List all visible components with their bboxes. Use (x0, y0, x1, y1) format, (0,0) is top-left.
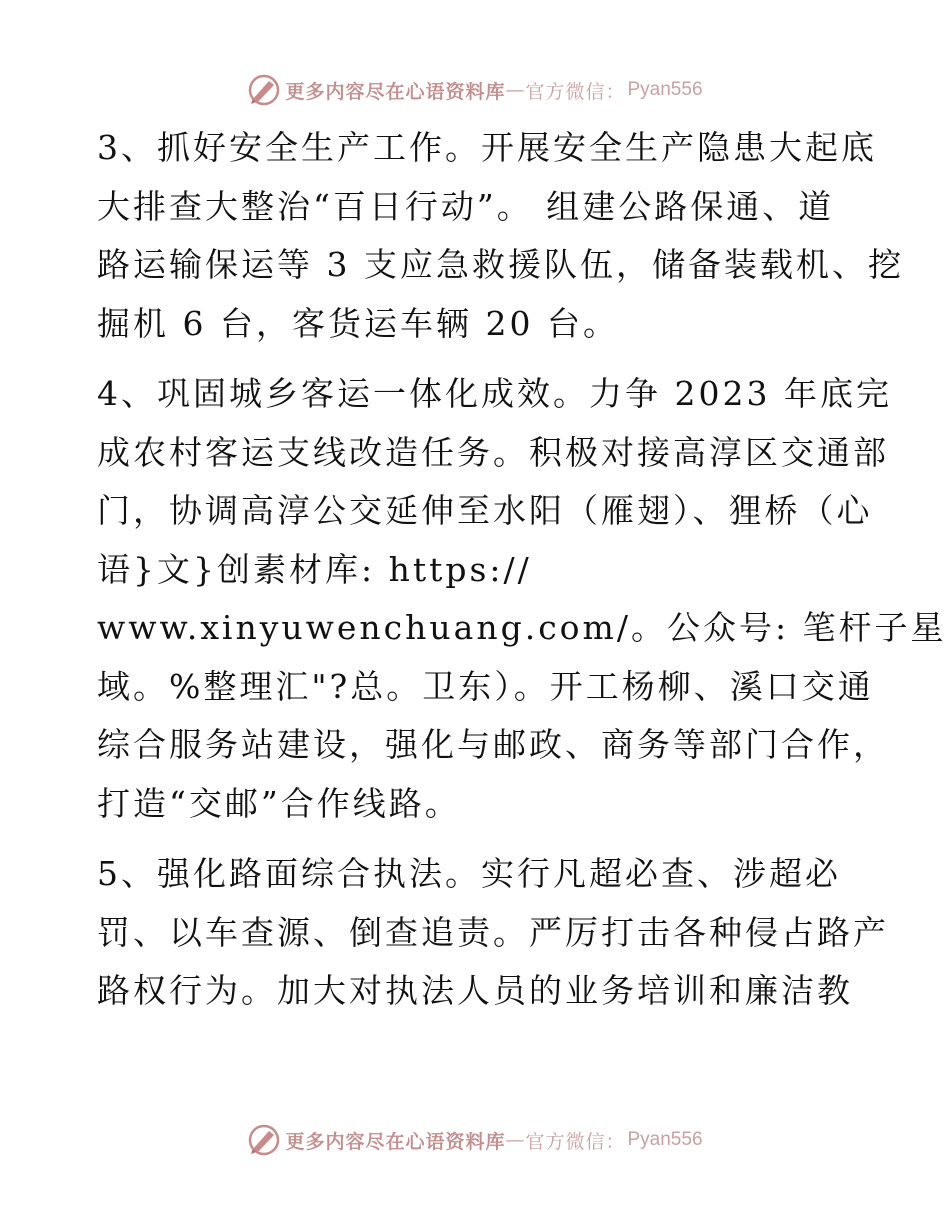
paragraph-3 (97, 119, 904, 353)
text-line: 域。%整理汇"?总。卫东）。开工杨柳、溪口交通 (97, 666, 874, 706)
text-line: 4、巩固城乡客运一体化成效。力争 2023 年底完 (97, 374, 892, 413)
pen-logo-icon (247, 1123, 281, 1157)
watermark-label: 官方微信： (525, 1130, 626, 1153)
footer-watermark (0, 1120, 950, 1160)
watermark-label: 官方微信： (525, 80, 626, 103)
watermark-title: 更多内容尽在心语资料库 (285, 80, 506, 103)
watermark-wechat-id: Pyan556 (627, 1129, 703, 1150)
watermark-title: 更多内容尽在心语资料库 (285, 1130, 506, 1153)
text-line: 路权行为。加大对执法人员的业务培训和廉洁教 (97, 971, 853, 1010)
text-line: 3、抓好安全生产工作。开展安全生产隐患大起底 (97, 128, 877, 167)
watermark-wechat-id: Pyan556 (627, 79, 703, 100)
pen-logo-icon (247, 73, 281, 107)
document-body (97, 119, 947, 1021)
text-line: 门，协调高淳公交延伸至水阳（雁翅）、狸桥（心 (97, 491, 873, 530)
text-line: 成农村客运支线改造任务。积极对接高淳区交通部 (97, 432, 889, 472)
text-line: 罚、以车查源、倒查追责。严厉打击各种侵占路产 (97, 912, 889, 952)
header-watermark (0, 70, 950, 110)
watermark-dash: — (505, 79, 526, 101)
paragraph-5 (97, 845, 889, 1021)
text-line: 打造“交邮”合作线路。 (97, 783, 461, 823)
paragraph-4 (97, 365, 947, 833)
text-line: 大排查大整治“百日行动”。 组建公路保通、道 (97, 186, 835, 226)
text-line: 语}文}创素材库: https:// (97, 549, 532, 589)
watermark-dash: — (505, 1129, 526, 1151)
text-line: 综合服务站建设，强化与邮政、商务等部门合作， (97, 725, 889, 764)
text-line: www.xinyuwenchuang.com/。公众号: 笔杆子星 (97, 608, 947, 647)
text-line: 路运输保运等 3 支应急救援队伍，储备装载机、挖 (97, 245, 904, 284)
text-line: 掘机 6 台，客货运车辆 20 台。 (97, 303, 619, 343)
text-line: 5、强化路面综合执法。实行凡超必查、涉超必 (97, 854, 841, 893)
